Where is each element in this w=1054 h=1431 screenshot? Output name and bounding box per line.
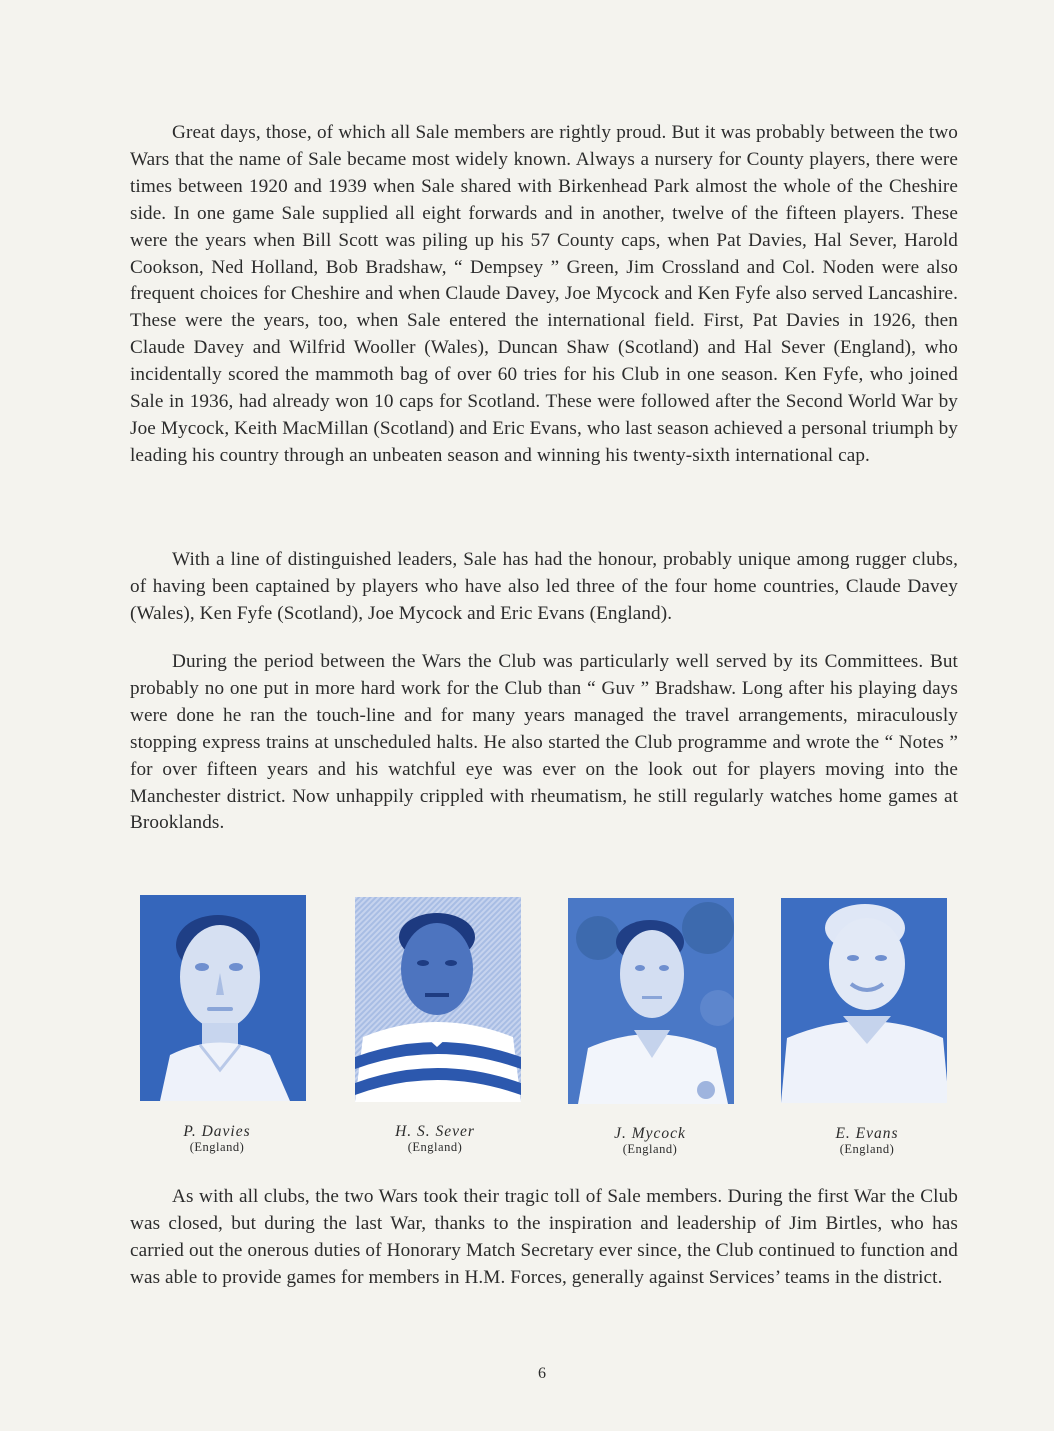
page-number: 6 xyxy=(538,1365,546,1382)
caption-name: H. S. Sever xyxy=(395,1123,475,1140)
caption-country: (England) xyxy=(622,1142,678,1156)
paragraph-wars-toll: As with all clubs, the two Wars took their tragic toll of Sale members. During the first War the Club was closed, but during the last War, thanks to the inspiration and leadership of Jim Birtles, who has carried out the onerous duties of Honorary Match Secretary ever since, the Club continued to function and was able to provide games for members in H.M. Forces, generally against Services’ teams in the district. xyxy=(130,1186,958,1288)
caption-p-davies xyxy=(134,1124,300,1154)
caption-name: P. Davies xyxy=(183,1123,251,1140)
portrait-j-mycock xyxy=(568,898,734,1104)
caption-h-s-sever xyxy=(352,1124,518,1154)
portrait-p-davies xyxy=(140,895,306,1101)
caption-j-mycock xyxy=(567,1126,733,1156)
paragraph-between-wars: Great days, those, of which all Sale members are rightly proud. But it was probably between the two Wars that the name of Sale became most widely known. Always a nursery for County players, there were times between 1920 and 1939 when Sale shared with Birkenhead Park almost the whole of the Cheshire side. In one game Sale supplied all eight forwards and in another, twelve of the fifteen players. These were the years when Bill Scott was piling up his 57 County caps, when Pat Davies, Hal Sever, Harold Cookson, Ned Holland, Bob Bradshaw, “ Dempsey ” Green, Jim Crossland and Col. Noden were also frequent choices for Cheshire and when Claude Davey, Joe Mycock and Ken Fyfe also served Lancashire. These were the years, too, when Sale entered the international field. First, Pat Davies in 1926, then Claude Davey and Wilfrid Wooller (Wales), Duncan Shaw (Scotland) and Hal Sever (England), who incidentally scored the mammoth bag of over 60 tries for his Club in one season. Ken Fyfe, who joined Sale in 1936, had already won 10 caps for Scotland. These were followed after the Second World War by Joe Mycock, Keith MacMillan (Scotland) and Eric Evans, who last season achieved a personal triumph by leading his country through an unbeaten season and winning his twenty-sixth international cap. xyxy=(130,122,958,466)
paragraph-committees: During the period between the Wars the Club was particularly well served by its Committees. But probably no one put in more hard work for the Club than “ Guv ” Bradshaw. Long after his playing days were done he ran the touch-line and for many years managed the travel arrangements, miraculously stopping express trains at unscheduled halts. He also started the Club programme and wrote the “ Notes ” for over fifteen years and his watchful eye was ever on the look out for players moving into the Manchester district. Now unhappily crippled with rheumatism, he still regularly watches home games at Brooklands. xyxy=(130,651,958,834)
caption-name: J. Mycock xyxy=(614,1125,686,1142)
caption-name: E. Evans xyxy=(835,1125,899,1142)
caption-e-evans xyxy=(784,1126,950,1156)
portrait-e-evans xyxy=(781,898,947,1103)
caption-country: (England) xyxy=(407,1140,463,1154)
portrait-h-s-sever xyxy=(355,897,521,1102)
caption-country: (England) xyxy=(189,1140,245,1154)
caption-country: (England) xyxy=(839,1142,895,1156)
paragraph-captains: With a line of distinguished leaders, Sale has had the honour, probably unique among rugger clubs, of having been captained by players who have also led three of the four home countries, Claude Davey (Wales), Ken Fyfe (Scotland), Joe Mycock and Eric Evans (England). xyxy=(130,549,958,624)
